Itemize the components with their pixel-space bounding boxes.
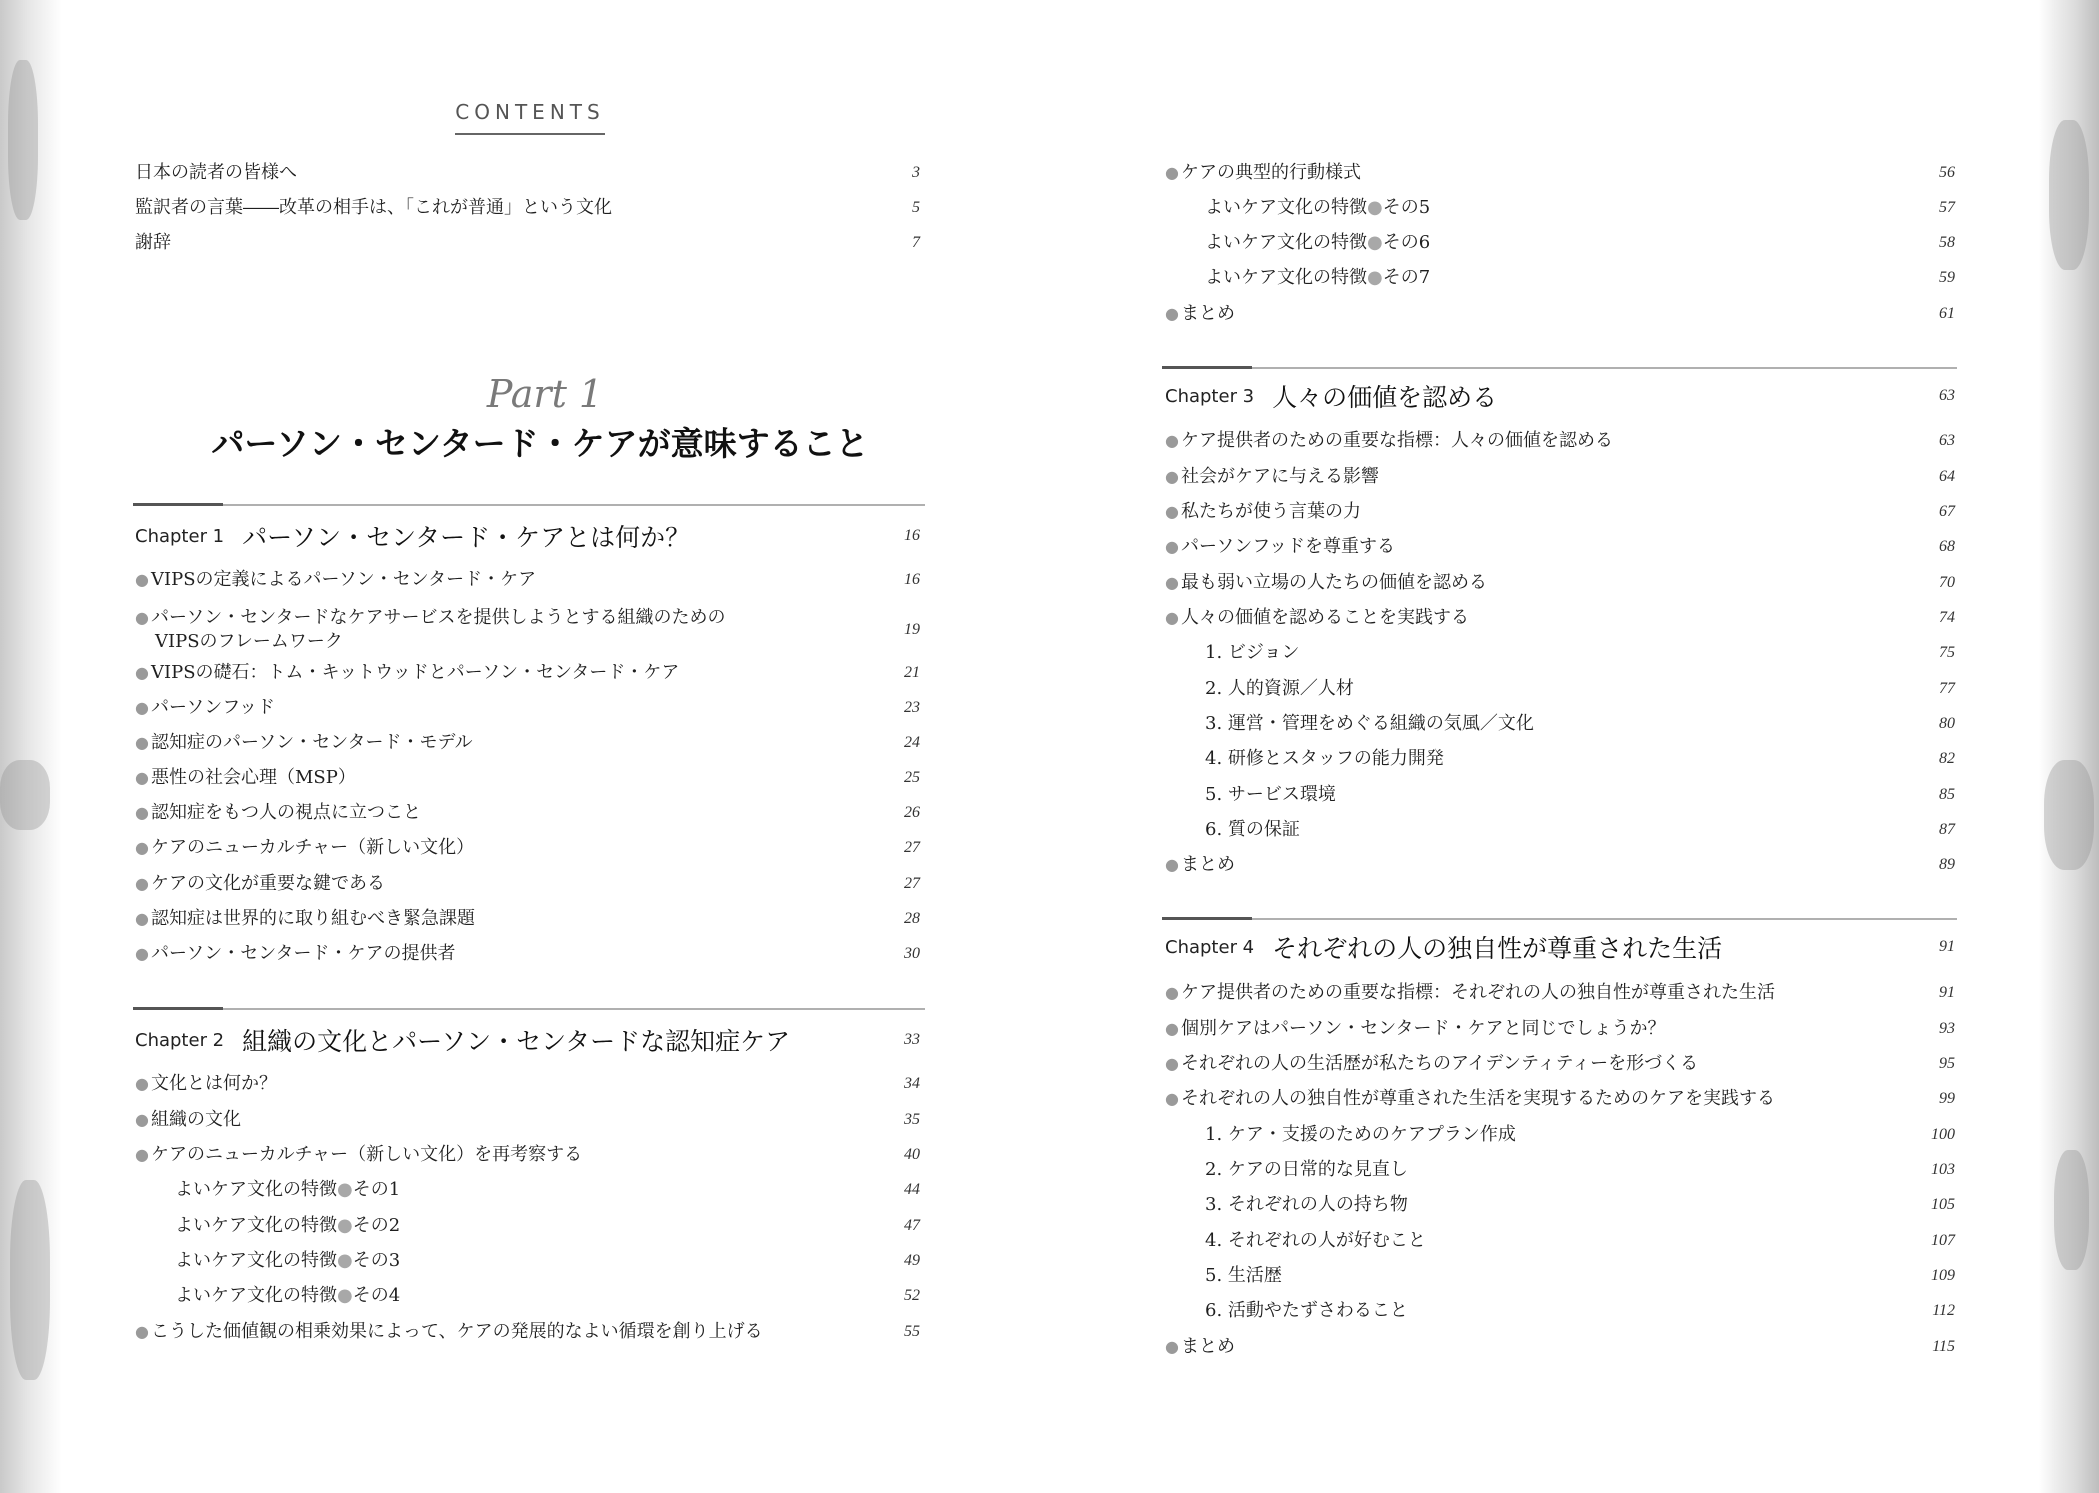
toc-subentry[interactable] [1165,1258,1955,1294]
toc-entry-page: 89 [1939,856,1955,873]
toc-entry-page: 47 [904,1217,920,1234]
sub-bullet-icon: ● [337,1179,353,1200]
toc-entry-title: 5. 生活歴 [1205,1265,1282,1286]
toc-entry-page: 115 [1932,1338,1955,1355]
toc-entry-suffix: その2 [352,1215,401,1236]
toc-subentry[interactable] [1165,777,1955,813]
toc-entry-title: パーソン・センタード・ケアの提供者 [150,943,456,964]
toc-entry-title: VIPSの礎石：トム・キットウッドとパーソン・センタード・ケア [150,662,680,683]
sub-bullet-icon: ● [337,1285,353,1306]
chapter-4-heading[interactable] [1165,925,1955,969]
toc-entry-title: VIPSの定義によるパーソン・センタード・ケア [150,569,537,590]
toc-entry[interactable] [1165,975,1955,1011]
toc-entry[interactable] [1165,1046,1955,1082]
toc-entry-title: こうした価値観の相乗効果によって、ケアの発展的なよい循環を創り上げる [150,1321,763,1342]
left-page-edge-texture [0,0,62,1493]
toc-entry[interactable] [135,155,920,191]
sub-bullet-icon: ● [1367,232,1383,253]
toc-entry[interactable] [1165,296,1955,332]
toc-entry-page: 16 [904,571,920,588]
toc-entry[interactable] [1165,1081,1955,1117]
bullet-icon: ● [1165,1054,1179,1073]
edge-smudge [2044,760,2094,870]
bullet-icon: ● [135,909,149,928]
toc-entry-page: 28 [904,910,920,927]
toc-entry-page: 21 [904,664,920,681]
toc-entry[interactable] [1165,494,1955,530]
toc-entry-title: パーソンフッドを尊重する [1180,536,1395,557]
toc-subentry[interactable] [1165,1152,1955,1188]
toc-subentry[interactable] [1165,741,1955,777]
toc-entry-title: 認知症は世界的に取り組むべき緊急課題 [150,908,475,929]
toc-entry[interactable] [135,1314,920,1350]
contents-underline [455,133,605,135]
toc-entry-title: ケアの典型的行動様式 [1180,162,1361,183]
toc-entry-page: 3 [912,164,920,181]
toc-entry-page: 27 [904,875,920,892]
toc-entry-page: 35 [904,1111,920,1128]
toc-entry-page: 105 [1931,1196,1955,1213]
toc-entry-page: 25 [904,769,920,786]
toc-entry-page: 68 [1939,538,1955,555]
chapter-divider [133,1008,925,1010]
toc-entry-title: ケアのニューカルチャー（新しい文化） [150,837,475,858]
toc-subentry[interactable] [135,1208,920,1244]
toc-entry-page: 61 [1939,305,1955,322]
toc-entry-page: 87 [1939,821,1955,838]
toc-entry-title: 2. 人的資源／人材 [1205,678,1354,699]
toc-subentry[interactable] [1165,1117,1955,1153]
sub-bullet-icon: ● [1367,197,1383,218]
toc-entry-suffix: その6 [1382,232,1431,253]
chapter-divider [133,504,925,506]
bullet-icon: ● [1165,1089,1179,1108]
edge-smudge [10,1180,50,1380]
toc-entry-title: 組織の文化 [150,1109,241,1130]
toc-entry-page: 64 [1939,468,1955,485]
toc-entry[interactable] [1165,459,1955,495]
toc-entry[interactable] [1165,155,1955,191]
toc-entry-title: 社会がケアに与える影響 [1180,466,1379,487]
toc-entry-page: 85 [1939,786,1955,803]
toc-entry[interactable] [135,795,920,831]
toc-entry-page: 57 [1939,199,1955,216]
toc-entry-title: まとめ [1180,1336,1235,1357]
toc-entry-page: 55 [904,1323,920,1340]
toc-entry-title: 認知症をもつ人の視点に立つこと [150,802,421,823]
bullet-icon: ● [135,838,149,857]
toc-entry-suffix: その4 [352,1285,401,1306]
bullet-icon: ● [135,733,149,752]
toc-entry-page: 103 [1931,1161,1955,1178]
toc-entry-page: 93 [1939,1020,1955,1037]
toc-subentry[interactable] [1165,1223,1955,1259]
toc-entry-page: 59 [1939,269,1955,286]
toc-subentry[interactable] [1165,706,1955,742]
part-title: パーソン・センタード・ケアが意味すること [211,424,869,463]
bullet-icon: ● [135,874,149,893]
right-page-edge-texture [2039,0,2099,1493]
toc-entry[interactable] [135,225,920,261]
toc-subentry[interactable] [135,1172,920,1208]
toc-entry-title-cont: VIPSのフレームワーク [155,631,343,652]
toc-entry[interactable] [135,866,920,902]
toc-entry-page: 70 [1939,574,1955,591]
bullet-icon: ● [1165,431,1179,450]
toc-entry[interactable] [135,901,920,937]
toc-entry-title: ケアの文化が重要な鍵である [150,873,385,894]
toc-entry-page: 23 [904,699,920,716]
bullet-icon: ● [1165,1337,1179,1356]
bullet-icon: ● [135,1074,149,1093]
toc-entry-title: それぞれの人の独自性が尊重された生活を実現するためのケアを実践する [1180,1088,1775,1109]
toc-entry[interactable] [135,690,920,726]
chapter-label: Chapter 2 [135,1029,225,1051]
toc-entry[interactable] [135,760,920,796]
bullet-icon: ● [1165,608,1179,627]
edge-smudge [8,60,38,220]
chapter-label: Chapter 1 [135,525,225,547]
bullet-icon: ● [135,944,149,963]
toc-entry-title: 日本の読者の皆様へ [135,162,297,183]
bullet-icon: ● [135,768,149,787]
toc-entry-title: パーソン・センタードなケアサービスを提供しようとする組織のための [150,607,726,628]
toc-entry-title: 2. ケアの日常的な見直し [1205,1159,1408,1180]
toc-entry-title: 個別ケアはパーソン・センタード・ケアと同じでしょうか？ [1180,1018,1666,1039]
toc-entry[interactable] [135,1137,920,1173]
toc-entry-title: 3. それぞれの人の持ち物 [1205,1194,1408,1215]
toc-entry-page: 19 [904,621,920,638]
chapter-2-heading[interactable] [135,1018,920,1062]
toc-entry-title: よいケア文化の特徴 [175,1179,337,1200]
toc-entry-title: 認知症のパーソン・センタード・モデル [150,732,473,753]
bullet-icon: ● [135,1110,149,1129]
toc-entry[interactable] [1165,600,1955,636]
toc-subentry[interactable] [1165,671,1955,707]
toc-entry-title: パーソンフッド [150,697,275,718]
toc-entry-page: 24 [904,734,920,751]
toc-entry-page: 27 [904,839,920,856]
toc-subentry[interactable] [1165,635,1955,671]
toc-entry[interactable] [1165,423,1955,459]
toc-entry-page: 7 [912,234,920,251]
chapter-divider [1162,918,1957,920]
toc-entry[interactable] [1165,847,1955,883]
toc-subentry[interactable] [1165,225,1955,261]
toc-entry-title: 1. ビジョン [1205,642,1300,663]
bullet-icon: ● [1165,573,1179,592]
toc-entry-title: 4. それぞれの人が好むこと [1205,1230,1426,1251]
chapter-divider [1162,367,1957,369]
chapter-1-heading[interactable] [135,514,920,558]
bullet-icon: ● [1165,855,1179,874]
chapter-label: Chapter 3 [1165,385,1255,407]
toc-entry-page: 75 [1939,644,1955,661]
toc-entry-page: 82 [1939,750,1955,767]
toc-entry-page: 99 [1939,1090,1955,1107]
edge-smudge [0,760,50,830]
toc-entry-title: 6. 質の保証 [1205,819,1300,840]
bullet-icon: ● [1165,537,1179,556]
bullet-icon: ● [135,1145,149,1164]
toc-entry[interactable] [1165,529,1955,565]
bullet-icon: ● [1165,983,1179,1002]
toc-entry-title: よいケア文化の特徴 [175,1285,337,1306]
toc-entry-title: 監訳者の言葉――改革の相手は、「これが普通」という文化 [135,197,612,218]
chapter-page: 16 [904,527,920,544]
toc-entry-page: 112 [1932,1302,1955,1319]
toc-subentry[interactable] [1165,1187,1955,1223]
toc-entry[interactable] [135,830,920,866]
toc-entry[interactable] [135,562,920,598]
toc-entry-page: 107 [1931,1232,1955,1249]
bullet-icon: ● [1165,502,1179,521]
toc-entry-page: 63 [1939,432,1955,449]
toc-entry-page: 91 [1939,984,1955,1001]
toc-entry-title: ケアのニューカルチャー（新しい文化）を再考察する [150,1144,583,1165]
toc-entry-page: 5 [912,199,920,216]
toc-entry-page: 52 [904,1287,920,1304]
sub-bullet-icon: ● [1367,267,1383,288]
toc-entry-title: それぞれの人の生活歴が私たちのアイデンティティーを形づくる [1180,1053,1699,1074]
toc-subentry[interactable] [135,1278,920,1314]
toc-entry-page: 26 [904,804,920,821]
toc-entry-title: よいケア文化の特徴 [175,1250,337,1271]
toc-entry-page: 67 [1939,503,1955,520]
toc-entry-suffix: その7 [1382,267,1431,288]
bullet-icon: ● [135,570,149,589]
toc-entry-title: 最も弱い立場の人たちの価値を認める [1180,572,1487,593]
chapter-label: Chapter 4 [1165,936,1255,958]
toc-entry-page: 58 [1939,234,1955,251]
toc-entry-page: 74 [1939,609,1955,626]
toc-entry-page: 109 [1931,1267,1955,1284]
chapter-title: 組織の文化とパーソン・センタードな認知症ケア [242,1027,791,1056]
chapter-title: それぞれの人の独自性が尊重された生活 [1272,934,1723,963]
toc-entry-title: 悪性の社会心理（MSP） [150,767,356,788]
bullet-icon: ● [1165,163,1179,182]
toc-subentry[interactable] [1165,812,1955,848]
toc-entry[interactable] [1165,1329,1955,1365]
toc-entry-title: 1. ケア・支援のためのケアプラン作成 [1205,1124,1516,1145]
toc-entry-title: 人々の価値を認めることを実践する [1180,607,1469,628]
toc-entry-page: 56 [1939,164,1955,181]
toc-entry[interactable] [1165,1011,1955,1047]
toc-entry-suffix: その3 [352,1250,401,1271]
toc-entry[interactable] [135,1102,920,1138]
toc-subentry[interactable] [135,1243,920,1279]
toc-entry-page: 34 [904,1075,920,1092]
toc-entry-title: よいケア文化の特徴 [1205,232,1367,253]
chapter-page: 91 [1939,938,1955,955]
toc-entry-page: 30 [904,945,920,962]
bullet-icon: ● [1165,304,1179,323]
bullet-icon: ● [1165,1019,1179,1038]
toc-entry-page: 80 [1939,715,1955,732]
chapter-3-heading[interactable] [1165,374,1955,418]
toc-entry-title: 5. サービス環境 [1205,784,1336,805]
toc-entry[interactable] [135,936,920,972]
toc-entry[interactable] [135,725,920,761]
toc-entry-title: 文化とは何か？ [150,1073,277,1094]
part-label: Part 1 [486,372,604,416]
toc-subentry[interactable] [1165,260,1955,296]
toc-entry-title: ケア提供者のための重要な指標：人々の価値を認める [1180,430,1613,451]
toc-entry-suffix: その1 [352,1179,401,1200]
edge-smudge [2049,120,2089,270]
toc-entry[interactable] [1165,565,1955,601]
toc-entry-title: ケア提供者のための重要な指標：それぞれの人の独自性が尊重された生活 [1180,982,1775,1003]
toc-entry[interactable] [135,655,920,691]
toc-entry-page: 77 [1939,680,1955,697]
toc-entry-title: まとめ [1180,303,1235,324]
toc-entry-title: よいケア文化の特徴 [175,1215,337,1236]
toc-entry-page: 49 [904,1252,920,1269]
toc-entry-title: まとめ [1180,854,1235,875]
chapter-page: 63 [1939,387,1955,404]
edge-smudge [2054,1150,2089,1270]
bullet-icon: ● [135,608,149,627]
toc-entry-page: 40 [904,1146,920,1163]
bullet-icon: ● [135,663,149,682]
toc-entry-title: よいケア文化の特徴 [1205,267,1367,288]
toc-entry[interactable] [135,190,920,226]
toc-entry-suffix: その5 [1382,197,1431,218]
toc-entry[interactable] [135,600,920,660]
chapter-title: パーソン・センタード・ケアとは何か？ [242,523,691,552]
toc-entry-page: 100 [1931,1126,1955,1143]
toc-subentry[interactable] [1165,190,1955,226]
bullet-icon: ● [135,1322,149,1341]
toc-entry[interactable] [135,1066,920,1102]
sub-bullet-icon: ● [337,1250,353,1271]
toc-entry-title: 私たちが使う言葉の力 [1180,501,1361,522]
contents-heading: CONTENTS [455,100,605,124]
toc-entry-title: 6. 活動やたずさわること [1205,1300,1408,1321]
toc-entry-title: 3. 運営・管理をめぐる組織の気風／文化 [1205,713,1534,734]
bullet-icon: ● [135,698,149,717]
chapter-title: 人々の価値を認める [1272,383,1498,412]
toc-entry-title: 謝辞 [135,232,171,253]
chapter-page: 33 [904,1031,920,1048]
toc-entry-title: よいケア文化の特徴 [1205,197,1367,218]
toc-entry-page: 95 [1939,1055,1955,1072]
sub-bullet-icon: ● [337,1215,353,1236]
bullet-icon: ● [135,803,149,822]
toc-subentry[interactable] [1165,1293,1955,1329]
bullet-icon: ● [1165,467,1179,486]
toc-entry-page: 44 [904,1181,920,1198]
toc-entry-title: 4. 研修とスタッフの能力開発 [1205,748,1444,769]
